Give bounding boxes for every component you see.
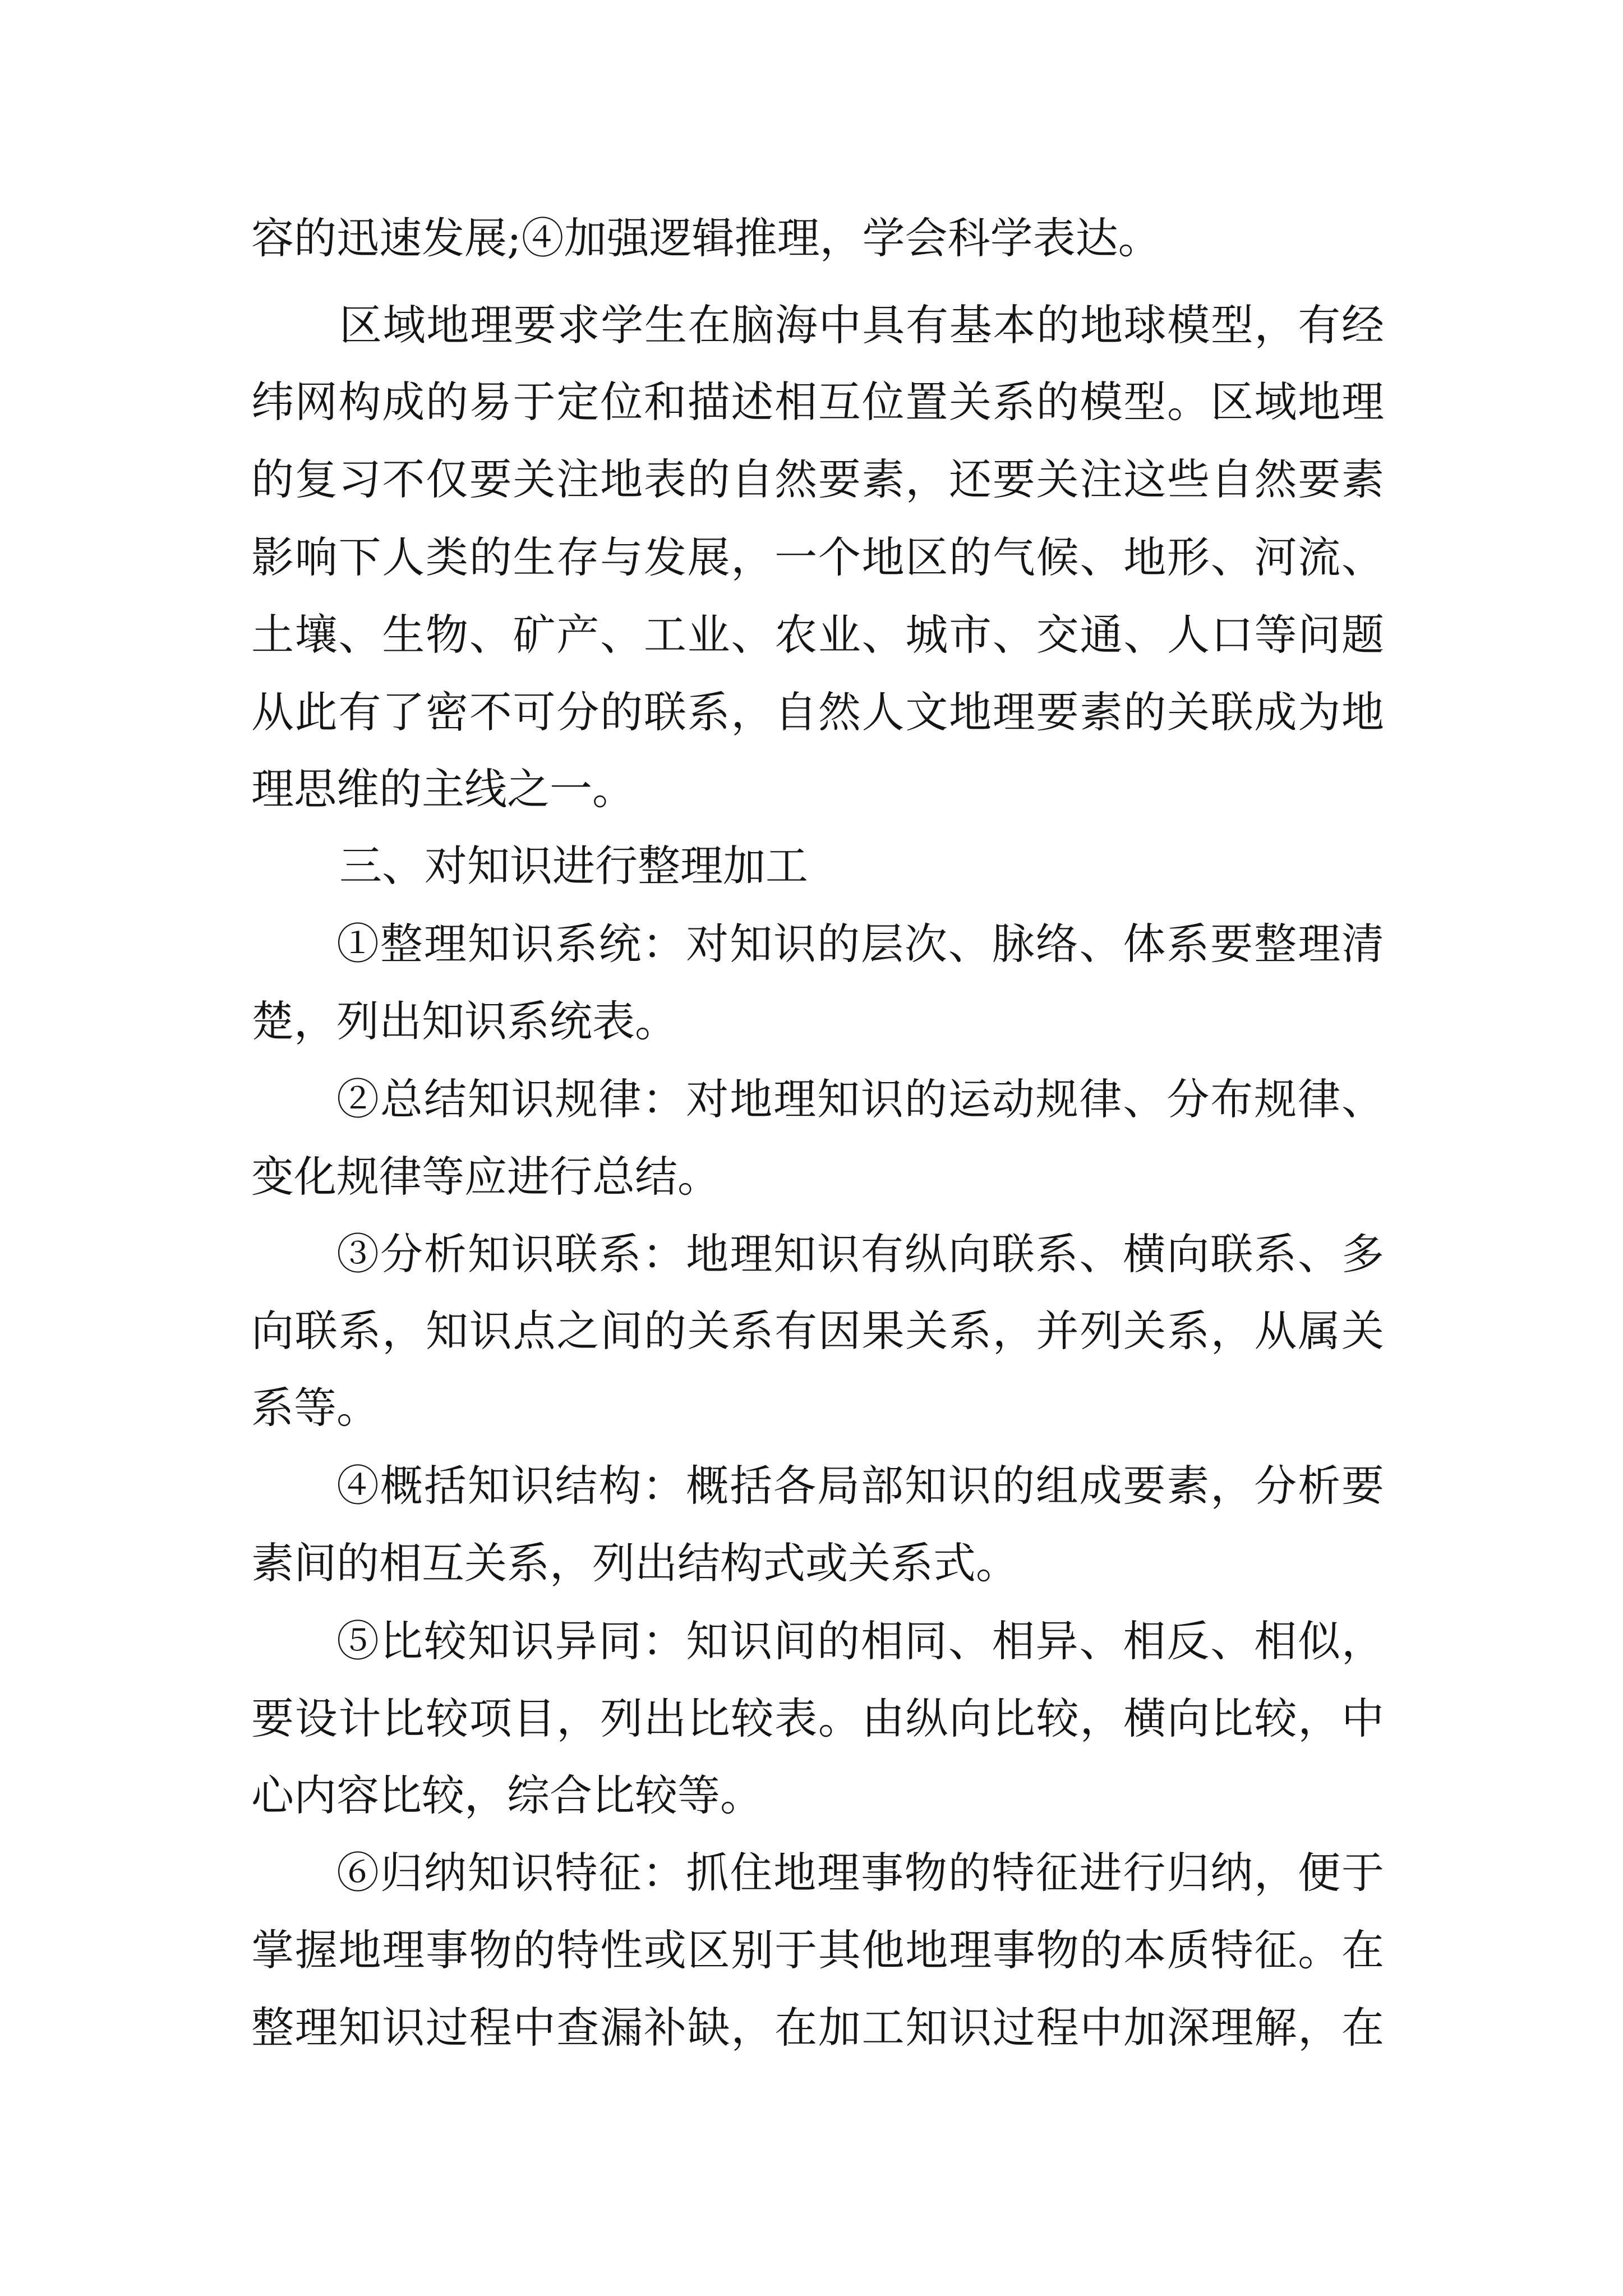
text-line: 要设计比较项目，列出比较表。由纵向比较，横向比较，中 [251, 1694, 1384, 1743]
text-line: 素间的相互关系，列出结构式或关系式。 [251, 1538, 1018, 1588]
text-line: 系等。 [251, 1383, 379, 1433]
text-line: ④概括知识结构：概括各局部知识的组成要素，分析要 [336, 1461, 1384, 1511]
text-line: 向联系，知识点之间的关系有因果关系，并列关系，从属关 [251, 1306, 1384, 1356]
text-line: ③分析知识联系：地理知识有纵向联系、横向联系、多 [336, 1229, 1384, 1279]
text-line: 容的迅速发展;④加强逻辑推理，学会科学表达。 [251, 213, 1161, 263]
section-heading: 三、对知识进行整理加工 [339, 841, 808, 891]
text-line: 区域地理要求学生在脑海中具有基本的地球模型，有经 [339, 300, 1384, 350]
text-line: 的复习不仅要关注地表的自然要素，还要关注这些自然要素 [251, 454, 1384, 504]
text-line: 心内容比较，综合比较等。 [251, 1770, 763, 1820]
text-line: 从此有了密不可分的联系，自然人文地理要素的关联成为地 [251, 687, 1384, 737]
text-line: 掌握地理事物的特性或区别于其他地理事物的本质特征。在 [251, 1925, 1384, 1975]
text-line: ②总结知识规律：对地理知识的运动规律、分布规律、 [336, 1074, 1384, 1124]
text-line: 整理知识过程中查漏补缺，在加工知识过程中加深理解，在 [251, 2003, 1384, 2053]
text-line: ⑥归纳知识特征：抓住地理事物的特征进行归纳，便于 [336, 1848, 1384, 1898]
text-line: 楚，列出知识系统表。 [251, 996, 677, 1046]
text-line: 变化规律等应进行总结。 [251, 1152, 720, 1202]
text-line: 纬网构成的易于定位和描述相互位置关系的模型。区域地理 [251, 377, 1384, 427]
text-line: 理思维的主线之一。 [251, 764, 635, 814]
text-line: 土壤、生物、矿产、工业、农业、城市、交通、人口等问题 [251, 610, 1384, 660]
text-line: 影响下人类的生存与发展，一个地区的气候、地形、河流、 [251, 532, 1384, 582]
text-line: ⑤比较知识异同：知识间的相同、相异、相反、相似， [336, 1616, 1384, 1666]
text-line: ①整理知识系统：对知识的层次、脉络、体系要整理清 [336, 919, 1384, 969]
